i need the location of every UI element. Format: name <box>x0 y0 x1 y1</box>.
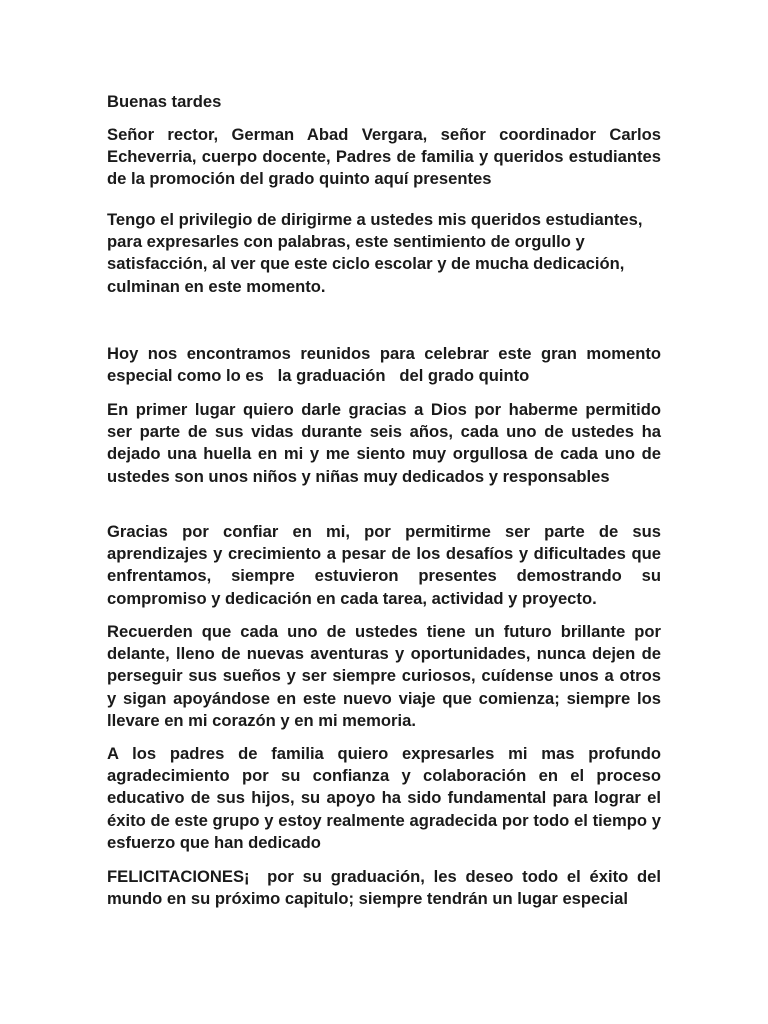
paragraph-future: Recuerden que cada uno de ustedes tiene un futuro brillante por delante, lleno de nuevas aventuras y oportunidades, nunca dejen de perseguir sus sueños y ser siempre curiosos, cuídense unos a otros y sigan apoyándose en este nuevo viaje que comienza; siempre los llevare en mi corazón y en mi memoria. <box>107 622 666 730</box>
greeting-line: Buenas tardes <box>107 92 222 111</box>
paragraph-thanks-trust: Gracias por confiar en mi, por permitirme ser parte de sus aprendizajes y crecimiento a pesar de los desafíos y dificultades que enfrentamos, siempre estuvieron presentes demostrando su compromiso y dedicación en cada tarea, actividad y proyecto. <box>107 522 666 608</box>
paragraph-congratulations: FELICITACIONES¡ por su graduación, les deseo todo el éxito del mundo en su próximo capitulo; siempre tendrán un lugar especial <box>107 867 666 909</box>
paragraph-parents: A los padres de familia quiero expresarles mi mas profundo agradecimiento por su confianza y colaboración en el proceso educativo de sus hijos, su apoyo ha sido fundamental para lograr el éxito de este grupo y estoy realmente agradecida por todo el tiempo y esfuerzo que han dedicado <box>107 744 666 852</box>
paragraph-gathering: Hoy nos encontramos reunidos para celebrar este gran momento especial como lo es la graduación del grado quinto <box>107 344 666 386</box>
paragraph-privilege: Tengo el privilegio de dirigirme a ustedes mis queridos estudiantes, para expresarles con palabras, este sentimiento de orgullo y satisfacción, al ver que este ciclo escolar y de mucha dedicación, culminan en este momento. <box>107 210 648 296</box>
paragraph-salutation: Señor rector, German Abad Vergara, señor coordinador Carlos Echeverria, cuerpo docente, Padres de familia y queridos estudiantes de la promoción del grado quinto aquí presentes <box>107 125 666 189</box>
paragraph-gratitude-god: En primer lugar quiero darle gracias a Dios por haberme permitido ser parte de sus vidas durante seis años, cada uno de ustedes ha dejado una huella en mi y me siento muy orgullosa de cada uno de ustedes son unos niños y niñas muy dedicados y responsables <box>107 400 666 486</box>
